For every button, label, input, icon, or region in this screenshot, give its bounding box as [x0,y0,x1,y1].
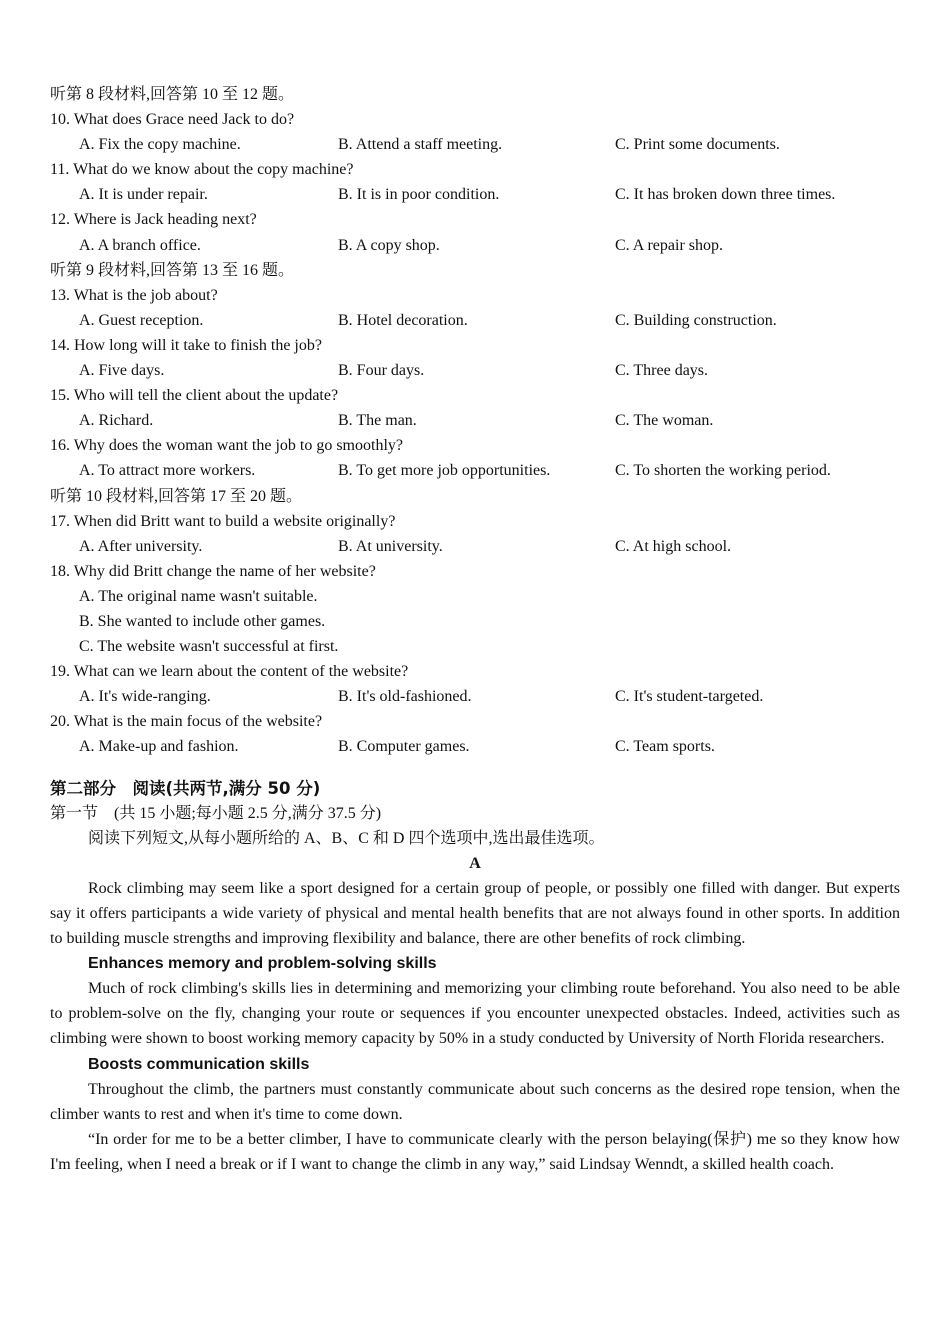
options-10 [50,132,900,157]
option-c: C. Three days. [615,362,709,380]
question-14: 14. How long will it take to finish the job? [50,336,322,354]
question-16: 16. Why does the woman want the job to go smoothly? [50,437,403,455]
options-12 [50,233,900,258]
subheading-communication: Boosts communication skills [88,1055,310,1073]
question-18: 18. Why did Britt change the name of her website? [50,562,376,580]
option-c: C. Building construction. [615,311,777,329]
option-c: C. A repair shop. [615,236,723,254]
exam-page [50,82,900,1177]
paragraph-1: Rock climbing may seem like a sport designed for a certain group of people, or possibly one filled with danger. But experts say it offers participants a wide variety of physical and mental health benefits that are not always found in other sports. In addition to building muscle strengths and improving flexibility and balance, there are other benefits of rock climbing. [50,879,900,948]
option-a: A. A branch office. [79,236,201,254]
section-title: 第一节 (共 15 小题;每小题 2.5 分,满分 37.5 分) [50,804,382,822]
subheading-memory: Enhances memory and problem-solving skills [88,955,437,973]
question-10: 10. What does Grace need Jack to do? [50,111,295,129]
section-gap [50,760,900,776]
question-11: 11. What do we know about the copy machine? [50,161,354,179]
option-a: A. Richard. [79,412,154,430]
option-b: B. It's old-fashioned. [338,688,472,706]
option-c: C. Team sports. [615,738,715,756]
question-12: 12. Where is Jack heading next? [50,211,257,229]
option-c: C. It's student-targeted. [615,688,764,706]
option-c: C. To shorten the working period. [615,462,831,480]
option-a: A. It is under repair. [79,186,208,204]
option-a: A. To attract more workers. [79,462,256,480]
option-c: C. The woman. [615,412,714,430]
section-header-8: 听第 8 段材料,回答第 10 至 12 题。 [50,86,295,103]
question-15: 15. Who will tell the client about the update? [50,387,339,405]
question-19: 19. What can we learn about the content of the website? [50,663,409,681]
option-c: C. The website wasn't successful at first. [79,638,339,656]
options-14 [50,358,900,383]
option-c: C. It has broken down three times. [615,186,836,204]
instruction: 阅读下列短文,从每小题所给的 A、B、C 和 D 四个选项中,选出最佳选项。 [88,829,605,847]
options-20 [50,734,900,759]
option-b: B. Computer games. [338,738,470,756]
option-b: B. It is in poor condition. [338,186,500,204]
option-a: A. After university. [79,537,203,555]
option-b: B. Four days. [338,362,425,380]
paragraph-3: Throughout the climb, the partners must constantly communicate about such concerns as the desired rope tension, when the climber wants to rest and when it's time to come down. [50,1080,900,1123]
option-b: B. At university. [338,537,443,555]
option-a: A. Make-up and fashion. [79,738,239,756]
option-b: B. She wanted to include other games. [79,612,326,630]
option-a: A. It's wide-ranging. [79,688,211,706]
paragraph-2: Much of rock climbing's skills lies in determining and memorizing your climbing route beforehand. You also need to be able to problem-solve on the fly, changing your route or sequences if you encounter unexpected obstacles. Indeed, activities such as climbing were shown to boost working memory capacity by 50% in a study conducted by University of North Florida researchers. [50,980,900,1048]
paragraph-4: “In order for me to be a better climber, I have to communicate clearly with the person belaying(保护) me so they know how I'm feeling, when I need a break or if I want to change the climb in any way,” said Lindsay Wenndt, a skilled health coach. [50,1130,900,1173]
part-title: 第二部分 阅读(共两节,满分 50 分) [50,778,321,798]
option-b: B. Hotel decoration. [338,311,468,329]
section-header-10: 听第 10 段材料,回答第 17 至 20 题。 [50,487,303,505]
options-11 [50,182,900,207]
option-c: C. Print some documents. [615,136,780,154]
option-b: B. Attend a staff meeting. [338,136,503,154]
options-13 [50,308,900,333]
option-a: A. Five days. [79,362,165,380]
section-header-9: 听第 9 段材料,回答第 13 至 16 题。 [50,261,295,279]
option-b: B. To get more job opportunities. [338,462,551,480]
option-a: A. Guest reception. [79,311,204,329]
option-b: B. The man. [338,412,417,430]
option-c: C. At high school. [615,537,732,555]
option-a: A. The original name wasn't suitable. [79,587,318,605]
question-20: 20. What is the main focus of the website? [50,713,323,731]
options-17 [50,534,900,559]
options-19 [50,684,900,709]
question-17: 17. When did Britt want to build a website originally? [50,512,396,530]
option-a: A. Fix the copy machine. [79,136,241,154]
passage-letter: A [469,854,481,872]
options-16 [50,458,900,483]
question-13: 13. What is the job about? [50,286,218,304]
option-b: B. A copy shop. [338,236,440,254]
options-15 [50,408,900,433]
